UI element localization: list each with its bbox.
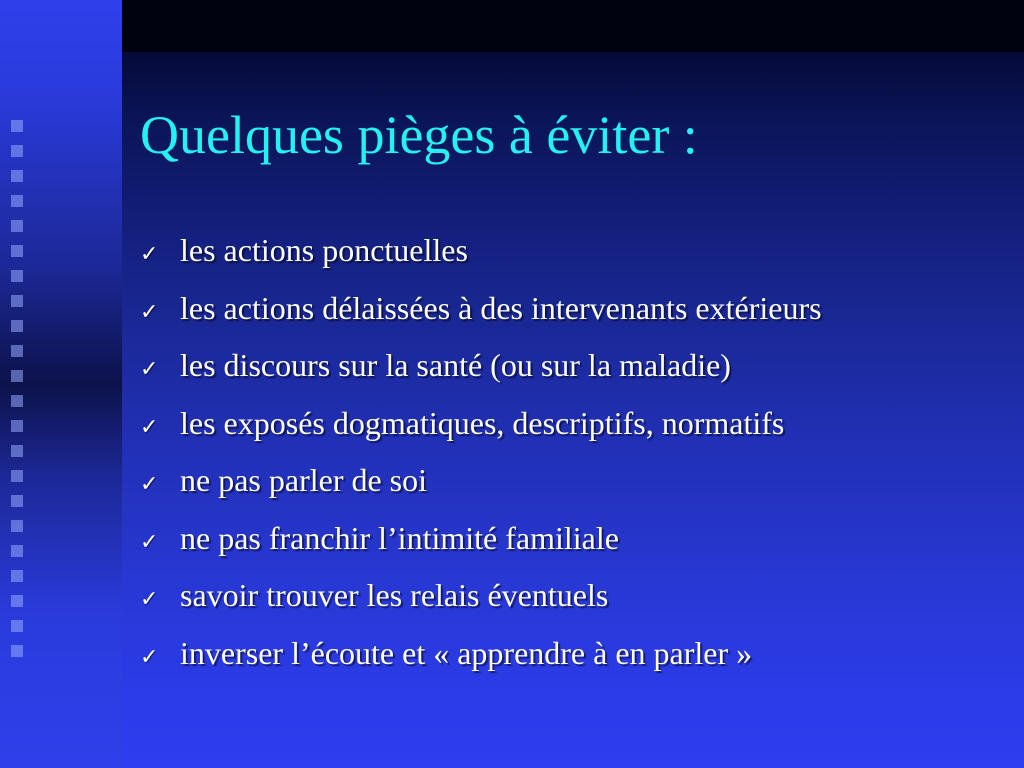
check-icon: ✓	[140, 242, 159, 267]
bullet-text: les actions délaissées à des intervenants extérieurs	[180, 289, 822, 326]
bullet-item	[140, 222, 1010, 280]
bullet-item	[140, 452, 1010, 510]
check-icon: ✓	[140, 357, 159, 382]
bullet-text: les discours sur la santé (ou sur la maladie)	[180, 347, 731, 383]
bullet-text: savoir trouver les relais éventuels	[180, 577, 609, 613]
check-icon: ✓	[140, 587, 159, 612]
bullet-list	[140, 222, 1010, 682]
bullet-text: les actions ponctuelles	[180, 232, 468, 268]
sidebar-decoration	[0, 0, 122, 768]
bullet-item	[140, 395, 1010, 453]
bullet-text: ne pas franchir l’intimité familiale	[180, 519, 619, 556]
bullet-text: ne pas parler de soi	[180, 462, 428, 498]
check-icon: ✓	[140, 299, 159, 325]
check-icon: ✓	[140, 644, 159, 670]
bullet-text: les exposés dogmatiques, descriptifs, normatifs	[180, 404, 785, 441]
slide-title: Quelques pièges à éviter :	[140, 105, 698, 165]
top-band	[122, 0, 1024, 52]
bullet-item	[140, 567, 1010, 625]
bullet-item	[140, 280, 1010, 338]
check-icon: ✓	[140, 414, 159, 440]
bullet-text: inverser l’écoute et « apprendre à en parler »	[180, 634, 753, 671]
bullet-item	[140, 337, 1010, 395]
check-icon: ✓	[140, 472, 159, 497]
bullet-item	[140, 625, 1010, 683]
check-icon: ✓	[140, 529, 159, 555]
bullet-item	[140, 510, 1010, 568]
square-pattern	[8, 120, 26, 660]
